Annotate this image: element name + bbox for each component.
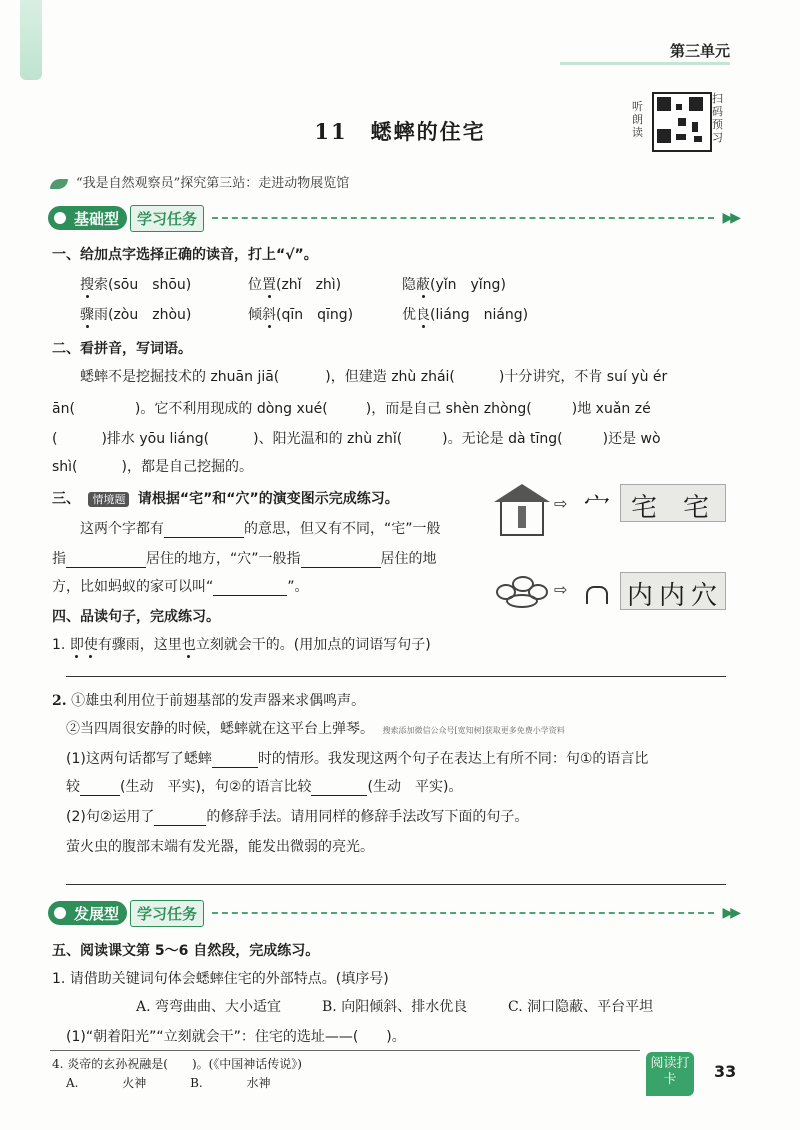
page-number: 33 xyxy=(714,1062,737,1081)
banner-dash xyxy=(212,217,714,219)
q4-blank-3[interactable] xyxy=(311,781,367,796)
house-pictograph-icon xyxy=(494,484,550,540)
qr-left-label: 听朗读 xyxy=(632,100,643,139)
q4-s2-line-2: ②当四周很安静的时候，蟋蟀就在这平台上弹琴。 搜索添加微信公众号[宽知树]获取更多免费小学资料 xyxy=(66,721,565,737)
q5-opt-a: A. 弯弯曲曲、大小适宜 xyxy=(136,999,282,1015)
q4-s2-q1-cont: 较 (生动 平实)，句②的语言比较 (生动 平实)。 xyxy=(66,779,463,795)
q5-heading: 五、阅读课文第 5～6 自然段，完成练习。 xyxy=(52,943,320,959)
q1-item-3: 隐蔽(yǐn yǐng) xyxy=(402,277,506,293)
arrow-icon: ⇨ xyxy=(554,494,568,513)
q4-blank-1[interactable] xyxy=(212,753,258,768)
q4-s2-q2: (2)句②运用了 的修辞手法。请用同样的修辞手法改写下面的句子。 xyxy=(66,809,529,825)
banner-dev-type: 发展型 xyxy=(74,904,120,923)
answer-line-2[interactable] xyxy=(66,884,726,885)
q2-line-2: ān( )。它不利用现成的 dòng xué( )，而是自己 shèn zhòng( )地 xuǎn zé xyxy=(52,401,651,417)
q3-blank-4[interactable] xyxy=(213,581,287,596)
corner-decoration xyxy=(20,0,42,80)
zhai-oracle: 宀 xyxy=(584,492,611,522)
bulb-icon xyxy=(52,210,68,226)
q1-item-4: 骤雨(zòu zhòu) xyxy=(80,307,192,323)
leaf-icon xyxy=(50,179,68,189)
footer-options: A. 火神 B. 水神 xyxy=(66,1076,271,1090)
q2-line-3: ( )排水 yōu liáng( )、阳光温和的 zhù zhǐ( )。无论是 dà tīng( )还是 wò xyxy=(52,431,661,447)
q3-heading: 三、 情境题 请根据“宅”和“穴”的演变图示完成练习。 xyxy=(52,491,399,507)
qr-right-label: 扫码预习 xyxy=(712,92,723,144)
q4-sentence-1: 1. 即使有骤雨，这里也立刻就会干的。(用加点的词语写句子) xyxy=(52,637,431,653)
q3-line-2: 指 居住的地方，“穴”一般指 居住的地 xyxy=(52,551,437,567)
q5-sub1: (1)“朝着阳光”“立刻就会干”：住宅的选址——( )。 xyxy=(66,1029,406,1045)
scenario-tag: 情境题 xyxy=(88,492,129,507)
arrow-icon: ⇨ xyxy=(554,580,568,599)
q3-blank-1[interactable] xyxy=(164,523,244,538)
q3-blank-2[interactable] xyxy=(66,553,146,568)
unit-divider xyxy=(560,62,730,65)
double-arrow-icon: ▶▶ xyxy=(722,905,738,921)
q5-opt-c: C. 洞口隐蔽、平台平坦 xyxy=(508,999,654,1015)
banner-dash xyxy=(212,912,714,914)
q1-item-5: 倾斜(qīn qīng) xyxy=(248,307,354,323)
bulb-icon xyxy=(52,905,68,921)
xue-oracle-icon xyxy=(584,584,610,606)
q2-heading: 二、看拼音，写词语。 xyxy=(52,341,192,357)
q4-blank-4[interactable] xyxy=(154,811,206,826)
q3-line-3: 方，比如蚂蚁的家可以叫“ ”。 xyxy=(52,579,309,595)
banner-dev-task: 学习任务 xyxy=(130,900,204,927)
q1-item-2: 位置(zhǐ zhì) xyxy=(248,277,342,293)
reading-checkin-badge[interactable]: 阅读打卡 xyxy=(646,1052,694,1096)
zhai-evolution-box: 宅 宅 xyxy=(620,484,726,522)
q2-line-1: 蟋蟀不是挖掘技术的 zhuān jiā( )，但建造 zhù zhái( )十分讲究，不肯 suí yù ér xyxy=(80,369,668,385)
xue-evolution-box: 内 内 穴 xyxy=(620,572,726,610)
banner-basic-pill xyxy=(48,206,127,230)
banner-basic-type: 基础型 xyxy=(74,209,120,228)
intro-text: “我是自然观察员”探究第三站：走进动物展览馆 xyxy=(76,176,350,191)
q4-s2-line-1: 2. ①雄虫利用位于前翅基部的发声器来求偶鸣声。 xyxy=(52,693,366,709)
banner-basic xyxy=(48,205,738,231)
q4-heading: 四、品读句子，完成练习。 xyxy=(52,609,220,625)
cave-pictograph-icon xyxy=(494,572,550,608)
q1-item-1: 搜索(sōu shōu) xyxy=(80,277,192,293)
intro-line xyxy=(50,172,349,191)
q1-item-6: 优良(liáng niáng) xyxy=(402,307,529,323)
page-title: 11 蟋蟀的住宅 xyxy=(314,119,486,144)
q5-opt-b: B. 向阳倾斜、排水优良 xyxy=(322,999,468,1015)
q3-line-1: 这两个字都有 的意思，但又有不同，“宅”一般 xyxy=(80,521,441,537)
q1-heading: 一、给加点字选择正确的读音，打上“√”。 xyxy=(52,247,318,263)
banner-dev xyxy=(48,900,738,926)
unit-label: 第三单元 xyxy=(669,42,730,60)
q5-s1: 1. 请借助关键词句体会蟋蟀住宅的外部特点。(填序号) xyxy=(52,971,389,987)
footer-question: 4. 炎帝的玄孙祝融是( )。(《中国神话传说》) xyxy=(52,1057,302,1071)
double-arrow-icon: ▶▶ xyxy=(722,210,738,226)
q4-blank-2[interactable] xyxy=(80,781,120,796)
footer-divider xyxy=(50,1050,640,1051)
q4-s2-q2-sentence: 萤火虫的腹部末端有发光器，能发出微弱的亮光。 xyxy=(66,839,374,855)
q4-s2-q1: (1)这两句话都写了蟋蟀 时的情形。我发现这两个句子在表达上有所不同：句①的语言比 xyxy=(66,751,649,767)
q3-blank-3[interactable] xyxy=(301,553,381,568)
watermark-text: 搜索添加微信公众号[宽知树]获取更多免费小学资料 xyxy=(382,726,565,735)
answer-line-1[interactable] xyxy=(66,676,726,677)
banner-dev-pill xyxy=(48,901,127,925)
q2-line-4: shì( )，都是自己挖掘的。 xyxy=(52,459,253,475)
banner-basic-task: 学习任务 xyxy=(130,205,204,232)
